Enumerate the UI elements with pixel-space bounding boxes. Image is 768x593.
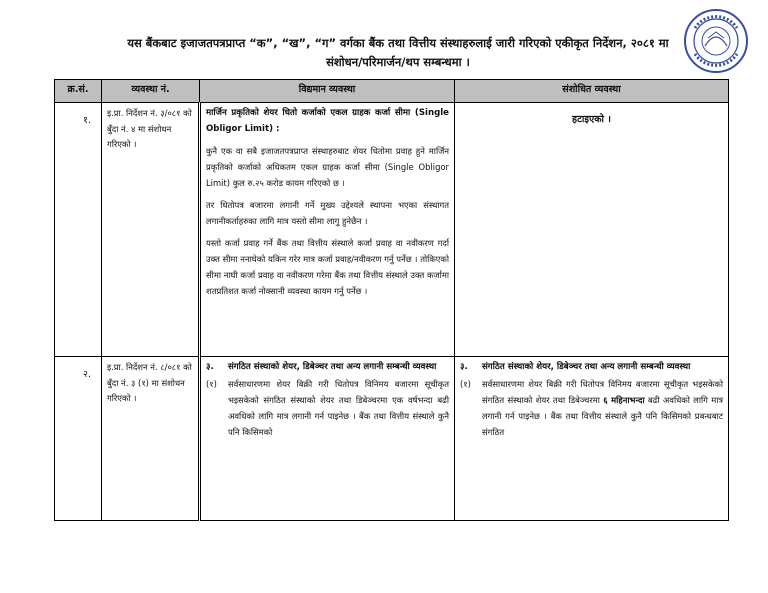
row-existing-provision (200, 103, 455, 357)
header-existing-provision: विद्यमान व्यवस्था (200, 80, 455, 103)
revised-heading-text: संगठित संस्थाको शेयर, डिबेञ्चर तथा अन्य लगानी सम्बन्धी व्यवस्था (482, 362, 691, 372)
existing-heading (206, 360, 449, 376)
revised-subclause-number: (१) (460, 378, 471, 389)
row-revised-provision (455, 357, 729, 521)
row-serial: १. (55, 103, 102, 357)
directive-amendment-table (54, 79, 729, 521)
row-provision-no: इ.प्रा. निर्देशन नं. ८/०८१ को बुँदा नं. ३ (१) मा संशोधन गरिएको । (102, 357, 200, 521)
row-revised-provision (455, 103, 729, 357)
revised-subclause (460, 376, 723, 440)
header-revised-provision: संशोधित व्यवस्था (455, 80, 729, 103)
title-line-2: संशोधन/परिमार्जन/थप सम्बन्धमा । (326, 55, 470, 69)
existing-subclause-text: सर्वसाधारणमा शेयर बिक्री गरी धितोपत्र विनिमय बजारमा सूचीकृत भइसकेको संगठित संस्थाको शेयर तथा डिबेञ्चरमा एक वर्षभन्दा बढी अवधिको लागि मात्र लगानी गर्न पाइनेछ । बैंक तथा वित्तीय संस्थाले कुनै पनि किसिमको (228, 378, 449, 437)
header-serial: क्र.सं. (55, 80, 102, 103)
existing-paragraph: यस्तो कर्जा प्रवाह गर्ने बैंक तथा वित्तीय संस्थाले कर्जा प्रवाह वा नवीकरण गर्दा उक्त सीमा ननाघेको यकिन गरेर मात्र कर्जा प्रवाह/नवीकरण गर्नु पर्नेछ । तोकिएको सीमा नाघी कर्जा प्रवाह वा नवीकरण गरेमा बैंक तथा वित्तीय संस्थाले उक्त कर्जामा शतप्रतिशत कर्जा नोक्सानी व्यवस्था कायम गर्नु पर्नेछ । (206, 238, 449, 296)
table-header-row (55, 80, 729, 103)
header-provision-no: व्यवस्था नं. (102, 80, 200, 103)
revised-subclause-highlight: ६ महिनाभन्दा (603, 394, 645, 405)
revised-text: हटाइएको । (572, 114, 611, 125)
revised-subclause-text-end: बढी अवधिको लागि मात्र लगानी गर्न पाइनेछ । बैंक तथा वित्तीय संस्थाले कुनै पनि किसिमको प्रबन्धबाट संगठित (482, 394, 723, 437)
existing-heading: मार्जिन प्रकृतिको शेयर धितो कर्जाको एकल ग्राहक कर्जा सीमा (Single Obligor Limit) : (206, 108, 449, 134)
revised-subclause-text-start: सर्वसाधारणमा शेयर बिक्री गरी धितोपत्र विनिमय बजारमा सूचीकृत भइसकेको संगठित संस्थाको शेयर तथा डिबेञ्चरमा (482, 378, 723, 405)
revised-subclause-text (482, 376, 723, 440)
title-line-1: यस बैंकबाट इजाजतपत्रप्राप्त “क”, “ख”, “ग” वर्गका बैंक तथा वित्तीय संस्थाहरुलाई जारी गरिएको एकीकृत निर्देशन, २०८१ मा (127, 36, 669, 50)
existing-subclause (206, 376, 449, 440)
row-existing-provision (200, 357, 455, 521)
row-provision-no: इ.प्रा. निर्देशन नं. ३/०८१ को बुँदा नं. ४ मा संशोधन गरिएको । (102, 103, 200, 357)
existing-paragraph: कुनै एक वा सबै इजाजतपत्रप्राप्त संस्थाहरुबाट शेयर धितोमा प्रवाह हुने मार्जिन प्रकृतिको कर्जाको अधिकतम एकल ग्राहक कर्जा सीमा (Single Obligor Limit) कुल रु.२५ करोड कायम गरिएको छ । (206, 146, 449, 188)
existing-paragraph: तर धितोपत्र बजारमा लगानी गर्ने मुख्य उद्देश्यले स्थापना भएका संस्थागत लगानीकर्ताहरुका लागि मात्र यस्तो सीमा लागु हुनेछैन । (206, 200, 449, 226)
central-bank-seal-icon (683, 8, 749, 74)
row-serial: २. (55, 357, 102, 521)
existing-subclause-number: (१) (206, 378, 217, 389)
document-title (118, 34, 678, 72)
table-row (55, 103, 729, 357)
revised-heading (460, 360, 723, 376)
existing-heading-number: ३. (206, 362, 214, 372)
existing-heading-text: संगठित संस्थाको शेयर, डिबेञ्चर तथा अन्य लगानी सम्बन्धी व्यवस्था (228, 362, 437, 372)
revised-heading-number: ३. (460, 362, 468, 372)
table-row (55, 357, 729, 521)
